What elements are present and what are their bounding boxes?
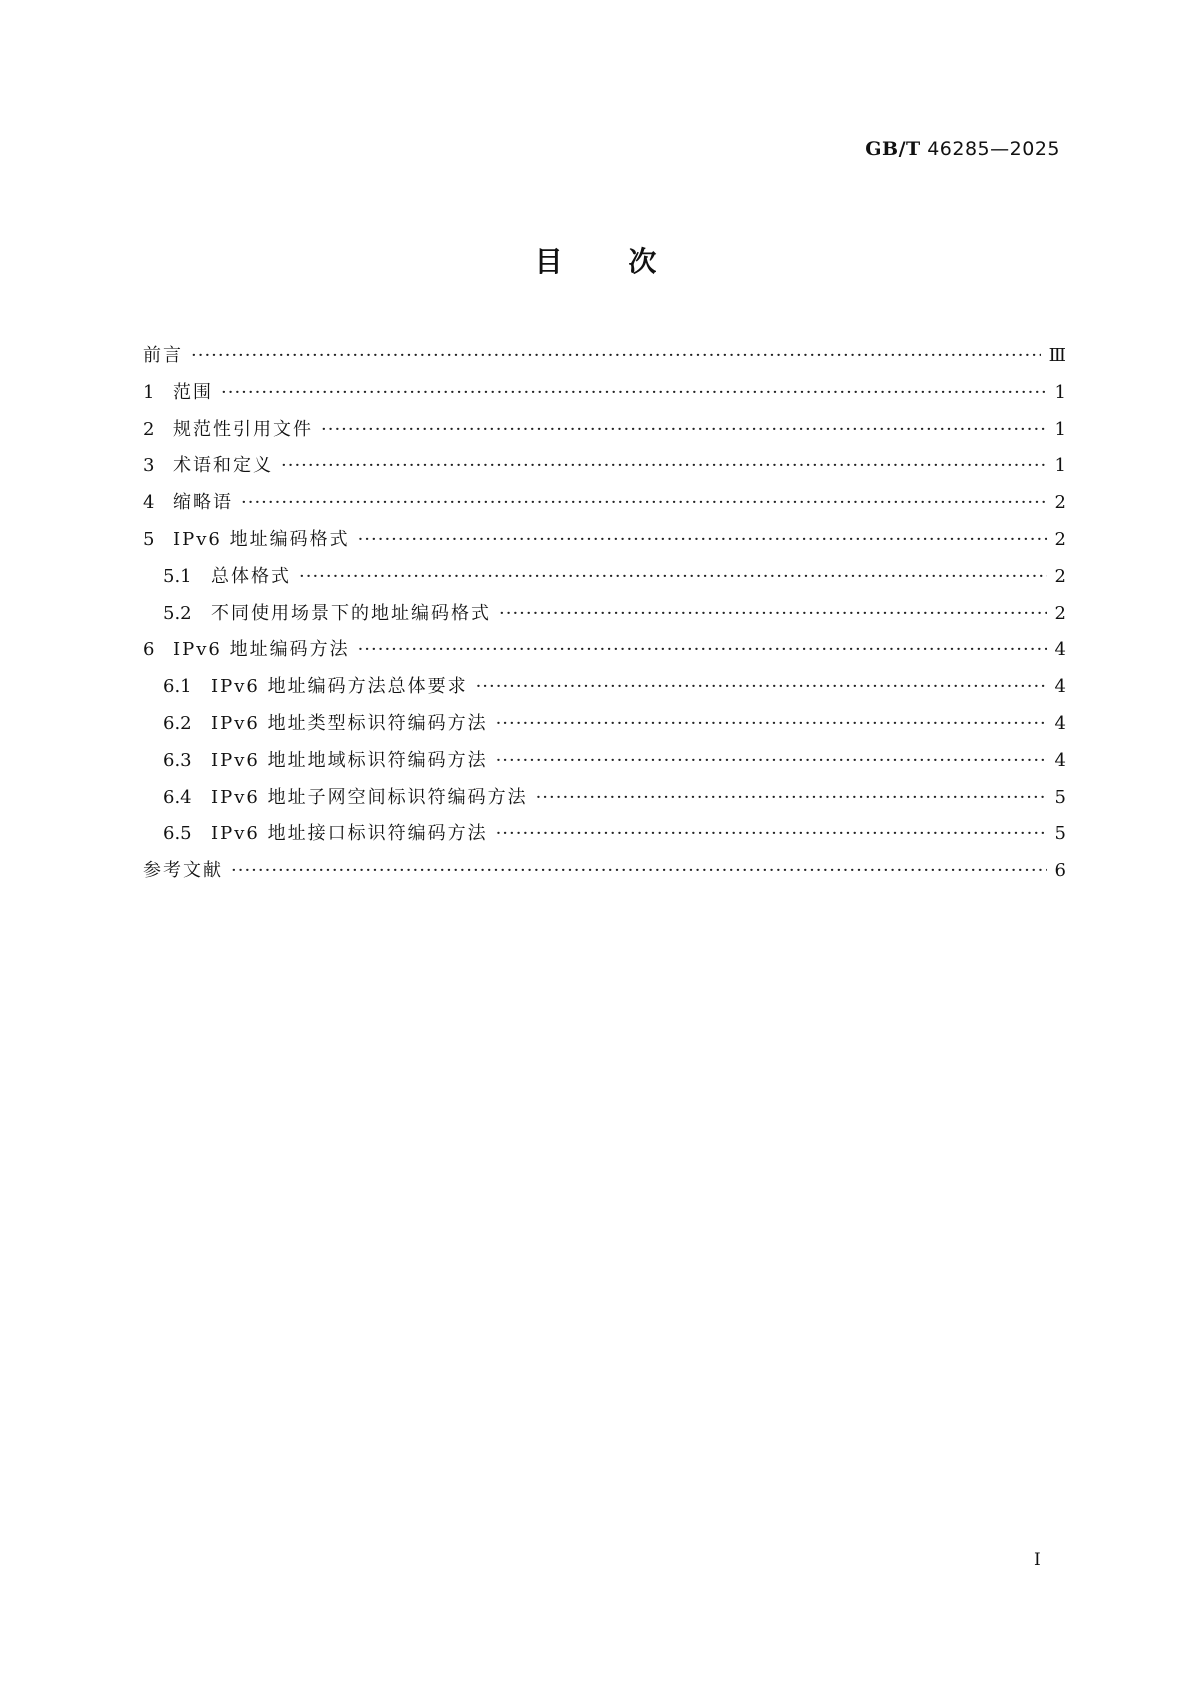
toc-entry-label: IPv6 地址接口标识符编码方法	[211, 823, 488, 845]
toc-entry-label: IPv6 地址编码方法	[173, 639, 350, 661]
toc-entry-number: 5.2	[163, 602, 192, 624]
toc-entry-number: 1	[143, 381, 155, 403]
toc-entry-page: 1	[1054, 381, 1066, 403]
toc-entry-number: 5.1	[163, 565, 192, 587]
toc-leader-dots	[321, 412, 1047, 449]
toc-entry-label: 前言	[143, 345, 183, 366]
toc-entry-page: 2	[1054, 602, 1066, 624]
standard-code	[865, 138, 1060, 160]
toc-leader-dots	[536, 780, 1047, 817]
toc-entry-number: 6.2	[163, 712, 192, 734]
toc-entry-label: 规范性引用文件	[173, 418, 313, 440]
toc-leader-dots	[281, 448, 1047, 485]
toc-entry[interactable]	[143, 375, 1066, 412]
toc-entry[interactable]	[143, 669, 1066, 706]
toc-entry-page: 4	[1054, 749, 1066, 771]
toc-entry-page: 1	[1054, 455, 1066, 477]
toc-entry-page: 2	[1054, 492, 1066, 514]
toc-entry-page: Ⅲ	[1048, 345, 1066, 366]
toc-entry[interactable]	[143, 743, 1066, 780]
toc-entry-page: 4	[1054, 639, 1066, 661]
toc-entry-label: 总体格式	[211, 565, 291, 587]
toc-entry-label: 不同使用场景下的地址编码格式	[211, 602, 491, 624]
toc-entry[interactable]	[143, 448, 1066, 485]
toc-entry-label: 参考文献	[143, 860, 223, 882]
toc-entry[interactable]	[143, 559, 1066, 596]
toc-entry-page: 5	[1054, 823, 1066, 845]
toc-leader-dots	[231, 853, 1047, 890]
toc-leader-dots	[496, 706, 1047, 743]
toc-entry-label: IPv6 地址地域标识符编码方法	[211, 749, 488, 771]
toc-entry[interactable]	[143, 596, 1066, 633]
toc-entry-page: 2	[1054, 528, 1066, 550]
toc-entry[interactable]	[143, 853, 1066, 890]
toc-leader-dots	[496, 816, 1047, 853]
toc-entry-number: 2	[143, 418, 155, 440]
toc-entry[interactable]	[143, 485, 1066, 522]
toc-entry[interactable]	[143, 632, 1066, 669]
toc-entry-number: 5	[143, 528, 155, 550]
toc-entry-number: 6.4	[163, 786, 192, 808]
toc-entry-label: 术语和定义	[173, 455, 273, 477]
toc-leader-dots	[496, 743, 1047, 780]
toc-leader-dots	[358, 522, 1047, 559]
toc-heading	[0, 240, 1191, 280]
toc-entry-page: 1	[1054, 418, 1066, 440]
standard-number: 46285—2025	[927, 138, 1060, 160]
toc-entry-label: IPv6 地址编码方法总体要求	[211, 676, 468, 698]
table-of-contents	[143, 338, 1066, 890]
toc-entry-label: 范围	[173, 381, 213, 403]
standard-prefix: GB/T	[865, 138, 921, 160]
toc-entry-page: 5	[1054, 786, 1066, 808]
toc-entry[interactable]	[143, 522, 1066, 559]
toc-entry-number: 6.5	[163, 823, 192, 845]
toc-entry-number: 6	[143, 639, 155, 661]
toc-entry-number: 6.3	[163, 749, 192, 771]
toc-entry[interactable]	[143, 780, 1066, 817]
toc-entry[interactable]	[143, 338, 1066, 375]
toc-entry-page: 4	[1054, 712, 1066, 734]
toc-entry-page: 2	[1054, 565, 1066, 587]
toc-leader-dots	[358, 632, 1047, 669]
page-number: I	[1034, 1550, 1041, 1570]
toc-leader-dots	[299, 559, 1047, 596]
toc-entry[interactable]	[143, 412, 1066, 449]
toc-entry-number: 4	[143, 492, 155, 514]
toc-entry-label: IPv6 地址子网空间标识符编码方法	[211, 786, 528, 808]
toc-leader-dots	[221, 375, 1047, 412]
toc-entry-label: IPv6 地址类型标识符编码方法	[211, 712, 488, 734]
toc-entry-label: IPv6 地址编码格式	[173, 528, 350, 550]
toc-entry-number: 6.1	[163, 676, 192, 698]
toc-entry-page: 4	[1054, 676, 1066, 698]
toc-leader-dots	[191, 338, 1041, 375]
toc-entry[interactable]	[143, 816, 1066, 853]
toc-leader-dots	[241, 485, 1047, 522]
toc-leader-dots	[499, 596, 1047, 633]
toc-leader-dots	[476, 669, 1047, 706]
toc-entry-label: 缩略语	[173, 492, 233, 514]
toc-heading-char: 次	[628, 245, 657, 278]
toc-entry-page: 6	[1054, 860, 1066, 882]
toc-entry-number: 3	[143, 455, 155, 477]
toc-heading-char: 目	[534, 245, 563, 278]
toc-entry[interactable]	[143, 706, 1066, 743]
